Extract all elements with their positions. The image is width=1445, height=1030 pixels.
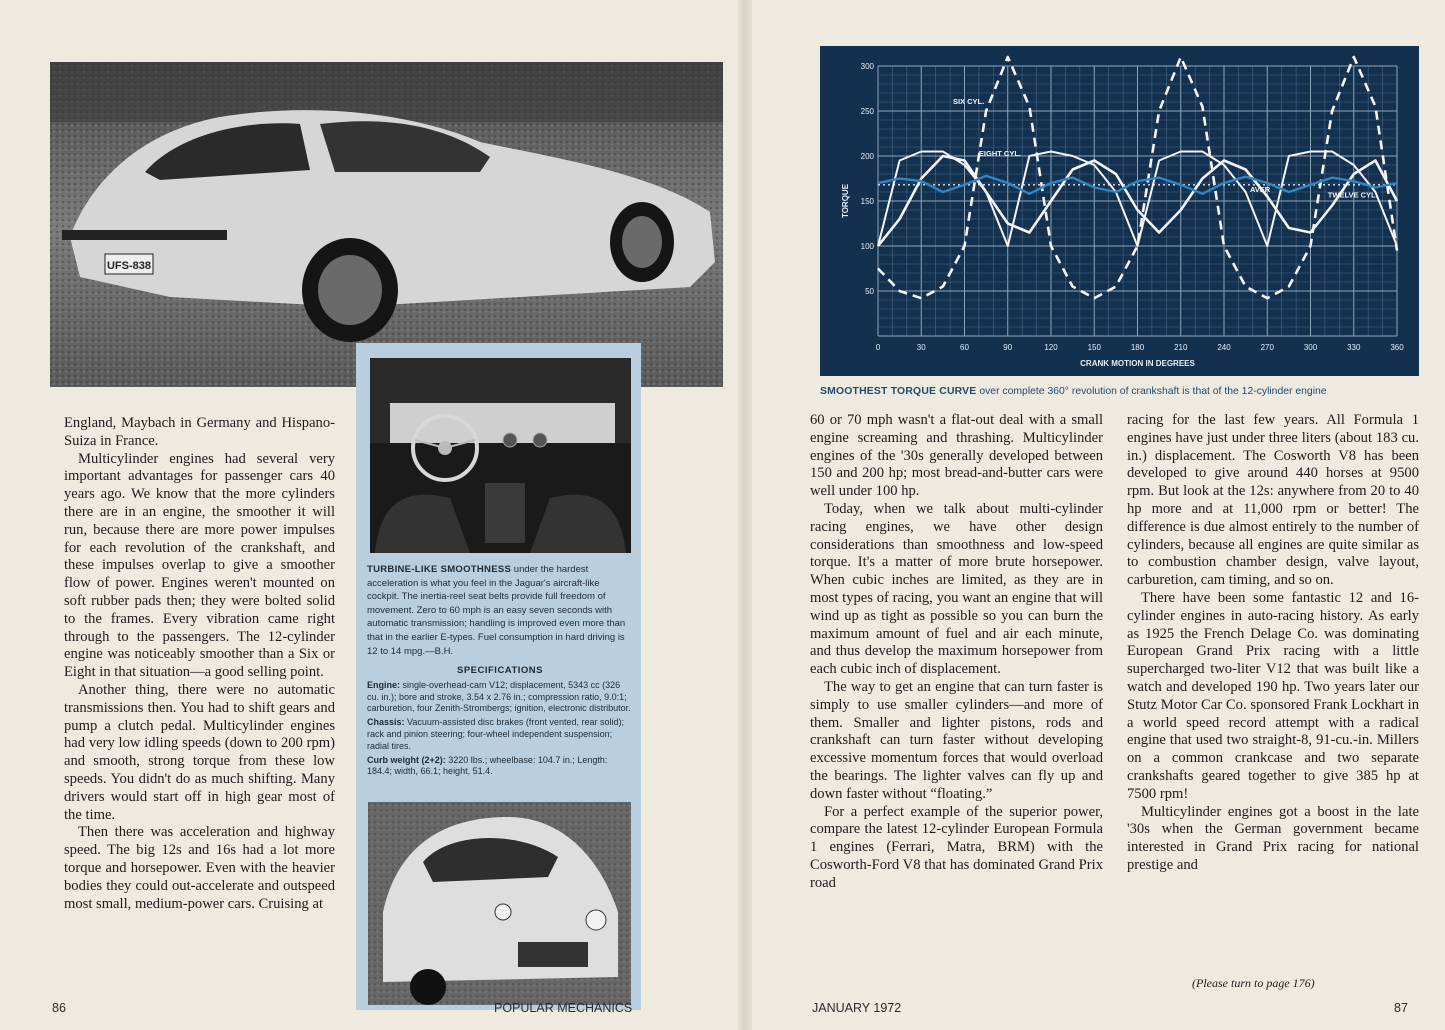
paragraph: racing for the last few years. All Formula 1 engines have just under three liters (about 183 cu. in.) displacement. The Cosworth V8 has been developed to give around 440 horses at 9500 rpm. But look at the 12s: anywhere from 20 to 40 hp more and at 11,000 rpm or better! The difference is due almost entirely to the number of cylinders, because all engines are quite similar as to combustion chamber design, valve layout, carburetion, cam timing, and so on. — [1127, 412, 1419, 589]
y-tick-label: 200 — [860, 152, 874, 161]
spec-title: SPECIFICATIONS — [457, 665, 543, 677]
paragraph: 60 or 70 mph wasn't a flat-out deal with a small engine screaming and thrashing. Multicylinder engines of the '30s generally developed between 150 and 200 hp; most bread-and-butter cars were well under 100 hp. — [810, 412, 1103, 500]
x-axis-label: CRANK MOTION IN DEGREES — [1080, 359, 1195, 368]
y-tick-label: 100 — [860, 242, 874, 251]
spec-chassis: Chassis: Vacuum-assisted disc brakes (front vented, rear solid); rack and pinion steering; four-wheel independent suspension; radial tires. — [367, 717, 624, 751]
series-label: EIGHT CYL. — [978, 149, 1022, 158]
paragraph: There have been some fantastic 12 and 16-cylinder engines in auto-racing history. As early as 1925 the French Delage Co. was dominating European Grand Prix racing with a little supercharged two-liter V12 that was built like a watch and developed 190 hp. Two years later our Stutz Motor Car Co. sponsored Frank Lockhart in a world speed record attempt with a radical engine that used two straight-8, 91-cu.-in. Millers on a common crankcase and two separate crankshafts geared together to give 385 hp at 7500 rpm! — [1127, 589, 1419, 802]
paragraph: Multicylinder engines had several very important advantages for passenger cars 40 years ago. We know that the more cylinders there are in an engine, the smoother it will run, because there are more power impulses for each revolution of the crankshaft, and these impulses overlap to give a smoother flow of power. Engines weren't mounted on soft rubber pads then; they were bolted solid to the frames. Every vibration came right through to the passengers. The 12-cylinder engine was noticeably smoother than a Six or Eight in that situation—a good selling point. — [64, 450, 335, 681]
x-tick-label: 0 — [875, 343, 881, 352]
paragraph: England, Maybach in Germany and Hispano-Suiza in France. — [64, 415, 335, 449]
paragraph: For a perfect example of the superior power, compare the latest 12-cylinder European Formula 1 engines (Ferrari, Matra, BRM) with the Cosworth-Ford V8 that has dominated Grand Prix road — [810, 803, 1103, 891]
right-column-2 — [1127, 412, 1419, 875]
x-tick-label: 60 — [960, 343, 969, 352]
chart-caption — [820, 386, 1420, 397]
x-tick-label: 330 — [1347, 343, 1361, 352]
x-tick-label: 90 — [1003, 343, 1013, 352]
torque-chart — [820, 46, 1419, 376]
sidebar-caption — [367, 563, 633, 780]
x-tick-label: 180 — [1130, 343, 1145, 352]
x-tick-label: 240 — [1217, 343, 1231, 352]
jaguar-front-photo — [368, 802, 631, 1005]
paragraph: Another thing, there were no automatic transmissions then. You had to shift gears and pump a clutch pedal. Multicylinder engines had very low idling speeds (down to 200 rpm) and smooth, strong torque from these low speeds. You didn't do as much shifting. Many drivers would start off in high gear most of the time. — [64, 681, 335, 823]
x-tick-label: 30 — [916, 343, 926, 352]
jaguar-rear-photo — [50, 62, 723, 387]
x-tick-label: 270 — [1260, 343, 1274, 352]
page-gutter — [738, 0, 752, 1030]
right-column-1 — [810, 412, 1103, 893]
y-tick-label: 250 — [860, 107, 874, 116]
jaguar-cockpit-photo — [370, 358, 631, 553]
chart-caption-head: SMOOTHEST TORQUE CURVE — [820, 386, 977, 397]
x-tick-label: 360 — [1390, 343, 1404, 352]
license-plate: UFS-838 — [106, 260, 152, 272]
left-column — [64, 415, 335, 913]
chart-caption-body: over complete 360° revolution of crankshaft is that of the 12-cylinder engine — [979, 386, 1327, 397]
y-tick-label: 150 — [860, 197, 874, 206]
spec-engine: Engine: single-overhead-cam V12; displacement, 5343 cc (326 cu. in.); bore and stroke, 3.54 x 2.76 in.; compression ratio, 9.0:1; carburetion, four Zenith-Strombergs; ignition, electronic distributor. — [367, 679, 631, 714]
x-tick-label: 120 — [1044, 343, 1058, 352]
series-label: AVER — [1249, 185, 1271, 194]
left-running-title: POPULAR MECHANICS — [494, 1001, 633, 1015]
spec-weight: Curb weight (2+2): 3220 lbs.; wheelbase: 104.7 in.; Length: 184.4; width, 66.1; height, 51.4. — [367, 754, 608, 777]
paragraph: The way to get an engine that can turn faster is simply to use smaller cylinders—and more of them. Smaller and lighter pistons, rods and crankshaft can turn faster without developing excessive momentum forces that would overload the bearings. The lighter valves can fly up and down faster without “floating.” — [810, 678, 1103, 802]
paragraph: Then there was acceleration and highway speed. The big 12s and 16s had a lot more torque and horsepower. Even with the heavier bodies they could out-accelerate and outspeed most small, medium-power cars. Cruising at — [64, 824, 335, 912]
x-tick-label: 210 — [1174, 343, 1188, 352]
paragraph: Multicylinder engines got a boost in the late '30s when the German government became interested in Grand Prix racing for national prestige and — [1127, 803, 1419, 873]
left-page-number: 86 — [52, 1001, 66, 1015]
x-tick-label: 300 — [1303, 343, 1318, 352]
series-label: SIX CYL. — [952, 96, 985, 106]
caption-body: under the hardest acceleration is what you feel in the Jaguar's aircraft-like cockpit. The inertia-reel seat belts provide full freedom of movement. Zero to 60 mph is an easy seven seconds with automatic transmission; handling is improved even more than that in the earlier E-types. Fuel consumption in hard driving is 12 to 14 mpg.—B.H. — [367, 564, 626, 657]
x-tick-label: 150 — [1087, 343, 1101, 352]
torque-chart-plot — [820, 46, 1419, 376]
paragraph: Today, when we talk about multi-cylinder racing engines, we have other design considerations than smoothness and low-speed torque. It's a matter of more brute horsepower. When cubic inches are limited, as they are in most types of racing, you want an engine that will wind up as tight as possible so you can burn the maximum amount of fuel and air each minute, and thus develop the maximum horsepower from each cubic inch of displacement. — [810, 500, 1103, 678]
caption-head: TURBINE-LIKE SMOOTHNESS — [367, 564, 512, 575]
y-tick-label: 50 — [865, 287, 874, 296]
right-page-number: 87 — [1394, 1001, 1408, 1015]
continued-note: (Please turn to page 176) — [1192, 976, 1315, 990]
y-axis-label: TORQUE — [841, 183, 850, 219]
right-running-date: JANUARY 1972 — [812, 1001, 902, 1015]
series-label: TWELVE CYL. — [1327, 190, 1378, 200]
y-tick-label: 300 — [860, 62, 874, 71]
